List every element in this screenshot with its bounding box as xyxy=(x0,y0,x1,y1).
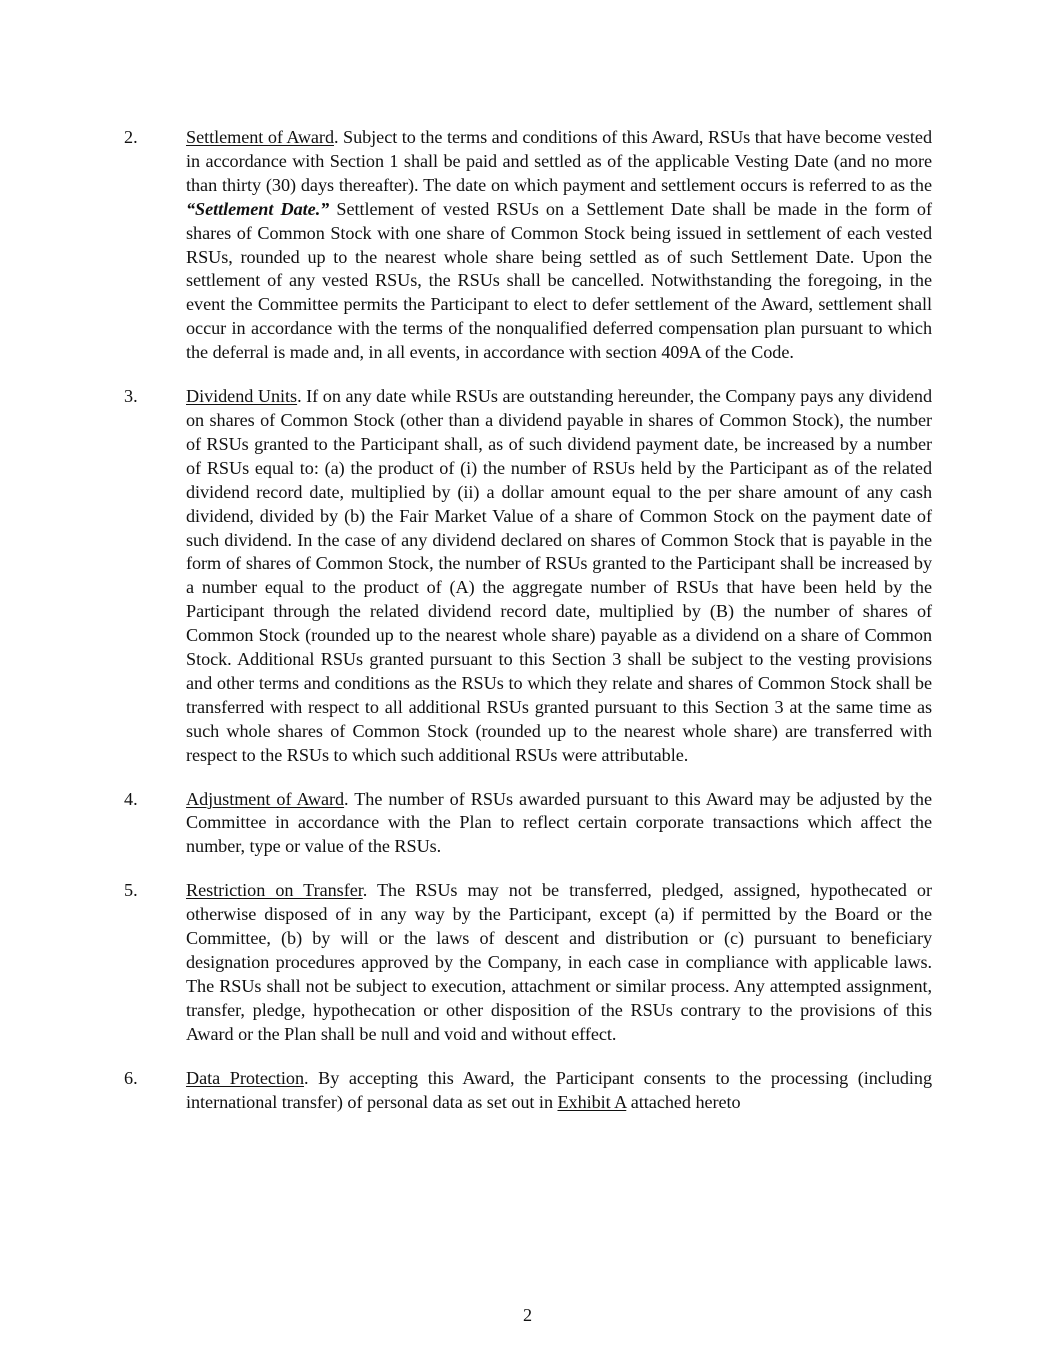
section-body xyxy=(186,1067,932,1115)
section-text: . The number of RSUs awarded pursuant to this Award may be adjusted by the Committee in accordance with the Plan to reflect certain corporate transactions which affect the number, type or value of the RSUs. xyxy=(186,788,933,857)
defined-term: “Settlement Date.” xyxy=(186,198,330,219)
section-settlement-of-award xyxy=(124,126,932,365)
section-number: 5. xyxy=(124,880,138,901)
section-body xyxy=(186,879,932,1046)
section-text: . By accepting this Award, the Participant consents to the processing (including international transfer) of personal data as set out in xyxy=(186,1067,932,1112)
section-heading: Dividend Units xyxy=(186,386,298,407)
section-body xyxy=(186,385,932,768)
section-text: . Subject to the terms and conditions of this Award, RSUs that have become vested in accordance with Section 1 shall be paid and settled as of the applicable Vesting Date (and no more than thirty (30) days thereafter). The date on which payment and settlement occurs is referred to as the xyxy=(186,127,932,195)
section-restriction-on-transfer xyxy=(124,879,932,1046)
section-number: 3. xyxy=(124,386,138,407)
section-text: . If on any date while RSUs are outstanding hereunder, the Company pays any dividend on shares of Common Stock (other than a dividend payable in shares of Common Stock), the number of RSUs granted to the Participant shall, as of such dividend payment date, be increased by a number of RSUs equal to: (a) the product of (i) the number of RSUs held by the Participant as of the related dividend record date, multiplied by (ii) a dollar amount equal to the per share amount of any cash dividend, divided by (b) the Fair Market Value of a share of Common Stock on the payment date of such dividend. In the case of any dividend declared on shares of Common Stock that is payable in the form of shares of Common Stock, the number of RSUs granted to the Participant shall be increased by a number equal to the product of (A) the aggregate number of RSUs that have been held by the Participant through the related dividend record date, multiplied by (B) the number of shares of Common Stock (rounded up to the nearest whole share) payable as a dividend on a share of Common Stock. Additional RSUs granted pursuant to this Section 3 shall be subject to the vesting provisions and other terms and conditions as the RSUs to which they relate and shares of Common Stock shall be transferred with respect to all additional RSUs granted pursuant to this Section 3 at the same time as such whole shares of Common Stock (rounded up to the nearest whole share) are transferred with respect to the RSUs to which such additional RSUs were attributable. xyxy=(186,386,933,765)
section-number: 4. xyxy=(124,788,138,809)
section-heading: Restriction on Transfer xyxy=(186,880,363,901)
section-text-continued: attached hereto xyxy=(626,1091,741,1112)
section-body xyxy=(186,788,932,860)
section-number: 2. xyxy=(124,127,138,147)
section-heading: Data Protection xyxy=(186,1067,305,1088)
section-dividend-units xyxy=(124,385,932,768)
section-text-continued: Settlement of vested RSUs on a Settlement Date shall be made in the form of shares of Common Stock with one share of Common Stock being issued in settlement of each vested RSUs, rounded up to the nearest whole share being settled as of such Settlement Date. Upon the settlement of any vested RSUs, the RSUs shall be cancelled. Notwithstanding the foregoing, in the event the Committee permits the Participant to elect to defer settlement of the Award, settlement shall occur in accordance with the terms of the nonqualified deferred compensation plan pursuant to which the deferral is made and, in all events, in accordance with section 409A of the Code. xyxy=(186,198,932,363)
section-heading: Adjustment of Award xyxy=(186,788,345,809)
section-text: . The RSUs may not be transferred, pledged, assigned, hypothecated or otherwise disposed of in any way by the Participant, except (a) if permitted by the Board or the Committee, (b) by will or the laws of descent and distribution or (c) pursuant to beneficiary designation procedures approved by the Company, in each case in compliance with applicable laws. The RSUs shall not be subject to execution, attachment or similar process. Any attempted assignment, transfer, pledge, hypothecation or other disposition of the RSUs contrary to the provisions of this Award or the Plan shall be null and void and without effect. xyxy=(186,880,932,1044)
section-number: 6. xyxy=(124,1067,138,1088)
section-heading: Settlement of Award xyxy=(186,127,334,147)
award-sections xyxy=(124,126,932,1134)
section-data-protection xyxy=(124,1067,932,1115)
section-adjustment-of-award xyxy=(124,788,932,860)
page-number: 2 xyxy=(522,1305,533,1325)
section-body xyxy=(186,126,932,365)
exhibit-a-reference: Exhibit A xyxy=(557,1091,627,1112)
